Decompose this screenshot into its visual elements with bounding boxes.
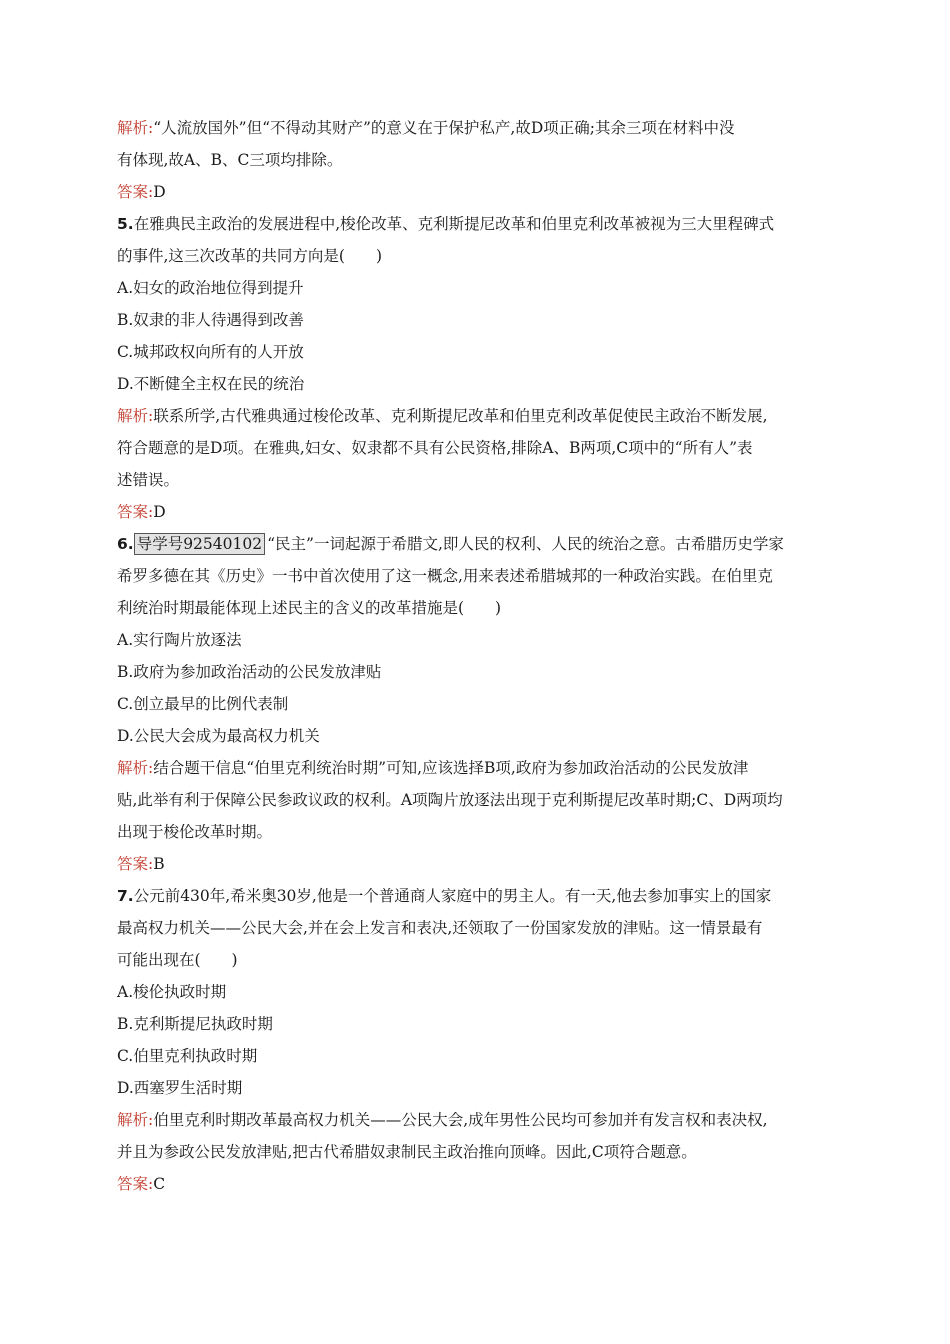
analysis-line: 解析:“人流放国外”但“不得动其财产”的意义在于保护私产,故D项正确;其余三项在材料中没	[117, 119, 735, 137]
answer-line	[117, 496, 835, 528]
option-a: A.梭伦执政时期	[117, 983, 227, 1001]
analysis-line: 解析:结合题干信息“伯里克利统治时期”可知,应该选择B项,政府为参加政治活动的公民发放津	[117, 759, 749, 777]
answer-value: D	[153, 503, 166, 521]
option-c: C.创立最早的比例代表制	[117, 695, 289, 713]
document-page	[117, 112, 835, 1200]
question-number: 7.	[117, 887, 134, 905]
analysis-line: 解析:联系所学,古代雅典通过梭伦改革、克利斯提尼改革和伯里克利改革促使民主政治不断发展,	[117, 407, 768, 425]
option-a: A.妇女的政治地位得到提升	[117, 279, 304, 297]
analysis-label: 解析:	[117, 759, 154, 777]
option-c: C.城邦政权向所有的人开放	[117, 343, 304, 361]
analysis-line: 并且为参政公民发放津贴,把古代希腊奴隶制民主政治推向顶峰。因此,C项符合题意。	[117, 1143, 697, 1161]
question-stem-line: 希罗多德在其《历史》一书中首次使用了这一概念,用来表述希腊城邦的一种政治实践。在伯里克	[117, 567, 773, 585]
analysis-line: 贴,此举有利于保障公民参政议政的权利。A项陶片放逐法出现于克利斯提尼改革时期;C、D两项均	[117, 791, 783, 809]
question-stem-line: 7.公元前430年,希米奥30岁,他是一个普通商人家庭中的男主人。有一天,他去参加事实上的国家	[117, 887, 772, 905]
question-6	[117, 528, 835, 880]
question-5	[117, 208, 835, 528]
analysis-line: 出现于梭伦改革时期。	[117, 823, 273, 841]
analysis-line: 符合题意的是D项。在雅典,妇女、奴隶都不具有公民资格,排除A、B两项,C项中的“所有人”表	[117, 439, 753, 457]
option-d: D.西塞罗生活时期	[117, 1079, 243, 1097]
option-a: A.实行陶片放逐法	[117, 631, 242, 649]
question-stem-line: 的事件,这三次改革的共同方向是( )	[117, 247, 383, 265]
answer-line	[117, 1168, 835, 1200]
option-d: D.不断健全主权在民的统治	[117, 375, 305, 393]
question-stem-line: 可能出现在( )	[117, 951, 238, 969]
answer-label: 答案:	[117, 855, 154, 873]
option-b: B.克利斯提尼执政时期	[117, 1015, 273, 1033]
analysis-label: 解析:	[117, 407, 154, 425]
question-4-tail	[117, 112, 835, 208]
answer-value: C	[153, 1175, 166, 1193]
question-stem-line: 5.在雅典民主政治的发展进程中,梭伦改革、克利斯提尼改革和伯里克利改革被视为三大里程碑式	[117, 215, 775, 233]
analysis-line: 有体现,故A、B、C三项均排除。	[117, 151, 343, 169]
option-d: D.公民大会成为最高权力机关	[117, 727, 320, 745]
option-b: B.奴隶的非人待遇得到改善	[117, 311, 304, 329]
answer-line	[117, 176, 835, 208]
analysis-line: 述错误。	[117, 471, 180, 489]
answer-line	[117, 848, 835, 880]
guide-number-tag[interactable]: 导学号92540102	[134, 533, 265, 555]
analysis-label: 解析:	[117, 1111, 154, 1129]
answer-label: 答案:	[117, 1175, 154, 1193]
question-stem-line: 6. 导学号92540102 “民主”一词起源于希腊文,即人民的权利、人民的统治之意。古希腊历史学家	[117, 535, 784, 553]
answer-label: 答案:	[117, 503, 154, 521]
question-7	[117, 880, 835, 1200]
answer-label: 答案:	[117, 183, 154, 201]
answer-value: B	[153, 855, 165, 873]
option-b: B.政府为参加政治活动的公民发放津贴	[117, 663, 382, 681]
analysis-label: 解析:	[117, 119, 154, 137]
question-number: 5.	[117, 215, 134, 233]
option-c: C.伯里克利执政时期	[117, 1047, 258, 1065]
answer-value: D	[153, 183, 166, 201]
question-number: 6.	[117, 535, 134, 553]
question-stem-line: 利统治时期最能体现上述民主的含义的改革措施是( )	[117, 599, 502, 617]
question-stem-line: 最高权力机关——公民大会,并在会上发言和表决,还领取了一份国家发放的津贴。这一情景最有	[117, 919, 763, 937]
analysis-line: 解析:伯里克利时期改革最高权力机关——公民大会,成年男性公民均可参加并有发言权和表决权,	[117, 1111, 768, 1129]
